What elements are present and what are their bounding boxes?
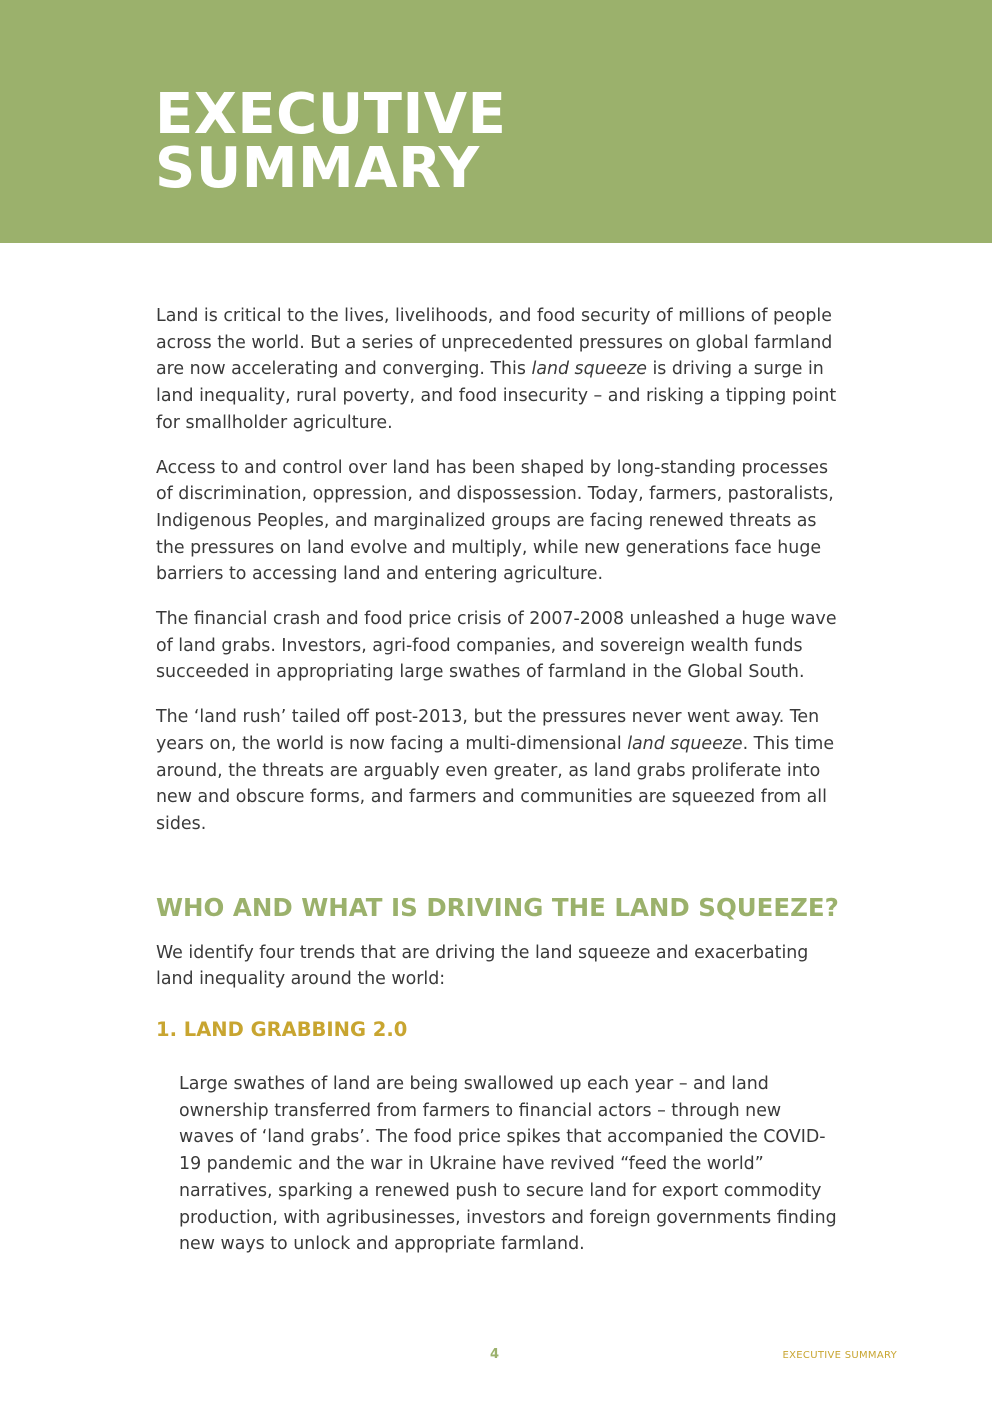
intro-paragraph-4-emphasis: land squeeze: [627, 733, 743, 754]
main-content: [156, 303, 840, 1276]
page-number: 4: [490, 1347, 500, 1362]
intro-paragraph-1-start: Land is critical to the lives, livelihoods, and food security of millions of people across the world. But a series of unprecedented pressures on global farmland are now accelerating and converging. This: [156, 306, 833, 380]
intro-paragraph-3: The financial crash and food price crisis of 2007-2008 unleashed a huge wave of land grabs. Investors, agri-food companies, and sovereign wealth funds succeeded in appropriating large swathes of farmland in the Global South.: [156, 609, 837, 683]
header-banner: [0, 0, 992, 243]
footer-section-label: EXECUTIVE SUMMARY: [782, 1350, 897, 1361]
page-title: [155, 82, 507, 201]
section-heading: WHO AND WHAT IS DRIVING THE LAND SQUEEZE?: [156, 892, 839, 922]
intro-paragraph-1-end: is driving a surge in land inequality, rural poverty, and food insecurity – and risking a tipping point for smallholder agriculture.: [156, 359, 837, 433]
page-title-line-2: SUMMARY: [155, 136, 480, 201]
page-title-line-1: EXECUTIVE: [155, 82, 507, 147]
intro-paragraph-4-end: . This time around, the threats are arguably even greater, as land grabs proliferate into new and obscure forms, and farmers and communities are squeezed from all sides.: [156, 733, 835, 834]
intro-paragraph-4: [156, 704, 840, 838]
section-intro-paragraph: We identify four trends that are driving the land squeeze and exacerbating land inequality around the world:: [156, 942, 809, 990]
intro-paragraph-1: [156, 303, 840, 437]
sub-heading-land-grabbing: 1. LAND GRABBING 2.0: [156, 1018, 408, 1042]
land-grabbing-paragraph: Large swathes of land are being swallowed up each year – and land ownership transferred from farmers to financial actors – through new waves of ‘land grabs’. The food price spikes that accompanied the COVID-19 pandemic and the war in Ukraine have revived “feed the world” narratives, sparking a renewed push to secure land for export commodity production, with agribusinesses, investors and foreign governments finding new ways to unlock and appropriate farmland.: [179, 1074, 837, 1255]
intro-paragraph-4-start: The ‘land rush’ tailed off post-2013, but the pressures never went away. Ten years on, the world is now facing a multi-dimensional: [156, 707, 820, 754]
intro-paragraph-1-emphasis: land squeeze: [531, 359, 647, 380]
intro-paragraph-2: Access to and control over land has been shaped by long-standing processes of discrimination, oppression, and dispossession. Today, farmers, pastoralists, Indigenous Peoples, and marginalized groups are facing renewed threats as the pressures on land evolve and multiply, while new generations face huge barriers to accessing land and entering agriculture.: [156, 457, 834, 585]
